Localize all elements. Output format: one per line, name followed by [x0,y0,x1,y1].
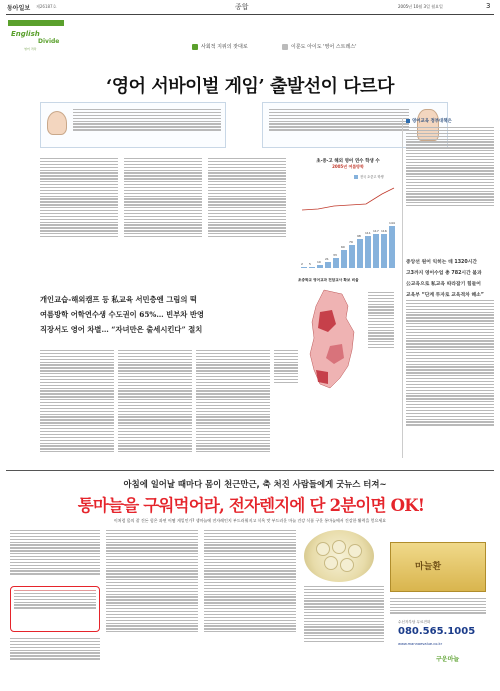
korea-map [302,288,364,398]
chart-bar [365,236,371,268]
chart-bar-label: 60 [341,245,345,249]
chart-bar [317,265,323,268]
lead-col-2 [124,158,202,237]
subheadline-3: 직장서도 영어 차별… “자녀만은 출세시킨다” 절치 [40,325,203,334]
ad-col-5 [390,598,486,614]
chart-line-area [300,184,396,214]
chart-bar [373,234,379,268]
logo-bar [8,20,64,26]
garlic-plate-image [304,530,374,582]
chart-bar-label: 98 [357,234,361,238]
ad-col-2 [106,530,198,632]
chart-bar-label: 144 [389,221,395,225]
logo-divide: Divide [38,38,60,45]
phone-number[interactable]: 080.565.1005 [398,626,476,637]
lead-col-3 [208,158,286,237]
chart-bar-label: 10 [317,260,321,264]
ad-brand: 구운마늘 [436,656,460,663]
pull-quote: 중앙선 원어 익히는 데 1320시간 고3까지 영어수업 총 782시간 불과 公교육으로 私교육 따라잡기 힘들어 교육부 “단계 투자로 교육격차 해소” [406,260,484,298]
chart-bar-label: 21 [325,257,329,261]
product-box-image [390,542,486,592]
chart-bar-label: 117 [373,229,379,233]
series-logo [8,20,64,54]
map-title: 초중학교 영어교과 전담교사 확보 비율 [298,278,359,282]
chart-legend: 전국 초중고 학생 [354,174,384,179]
next-badge-icon [282,44,288,50]
chart-bar-label: 2 [301,262,303,266]
chart-bar-label: 116 [381,229,387,233]
chart-bar [333,258,339,268]
chart-bar [381,234,387,268]
right-body [406,300,494,426]
chart-title: 초·중·고 해외 영어 연수 학생 수 2005년 여름방학 [316,159,380,169]
chart-bar [325,262,331,268]
policy-box-title: 영어교육 정부대책은 [406,118,494,124]
issue-number: 제26187호 [36,4,57,9]
chart-graphic [298,158,398,458]
chart-bar [309,267,315,268]
cartoon-left [40,102,226,148]
section-name: 종합 [235,3,249,11]
part-badge-icon [192,44,198,50]
policy-box-body [406,127,494,206]
paper-name: 동아일보 [7,5,31,12]
body-col-3 [196,350,270,452]
body-col-4 [274,350,298,383]
chart-bar-label: 5 [309,262,311,266]
ad-col-1b [10,638,100,660]
subheadline-1: 개인교습-해외캠프 등 私교육 서민층엔 그림의 떡 [40,295,197,304]
website-link[interactable]: www.mannaevalue.co.kr [398,642,443,646]
map-shape [302,288,364,398]
series-title-next: 이룬도 아이도 '영어 스트레스' [282,43,356,50]
map-data-list [368,292,394,348]
legend-swatch-icon [354,175,358,179]
logo-english: English [11,30,40,38]
series-title-part: 사회적 지위의 잣대로 [192,43,248,50]
chart-bar-label: 79 [349,240,353,244]
issue-date: 2005년 10월 3일 월요일 [398,4,443,9]
ad-subline: 이처럼 몸의 잘 건든 힘은 과연 어떻 게일인가? 생마늘에 전자레인지 부드러워지고 식욕 맛 부드러운 마늘 건강 식품 구운 통마늘에서 건강한 활력을 얻으세요 [113,518,387,523]
page-number: 3 [486,2,491,10]
body-col-2 [118,350,192,452]
box-bullet-icon [406,119,410,123]
subheadline-2: 여름방학 어학연수생 수도권이 65%… 빈부차 반영 [40,310,204,319]
chart-bar-label: 33 [333,253,337,257]
lead-col-1 [40,158,118,237]
chart-bar [301,267,307,268]
main-headline: ‘영어 서바이벌 게임’ 출발선이 다르다 [106,76,394,97]
body-col-1 [40,350,114,452]
ad-col-4 [304,586,384,642]
ad-col-1 [10,530,100,575]
phone-label: 수신자부담 무료전화 [398,620,431,624]
chart-bar-label: 111 [365,231,371,235]
chart-bar [349,245,355,268]
chart-bar [389,226,395,268]
ad-kicker: 아침에 일어날 때마다 몸이 천근만근, 축 처진 사람들에게 굿뉴스 터져~ [123,479,387,489]
chart-bar [357,239,363,268]
chart-bar [341,250,347,268]
trend-line [300,184,396,214]
ad-callout-box [10,586,100,632]
logo-sub: 영어 격차 [24,47,37,51]
cartoon-figure-icon [47,111,67,135]
subheadline-block [40,295,298,335]
product-box-label: 마늘환 [415,562,442,572]
policy-box [406,118,494,206]
bar-area [300,218,396,268]
advertisement [6,474,494,686]
ad-col-3 [204,530,296,632]
masthead [0,0,500,14]
ad-headline: 통마늘을 구워먹어라, 전자렌지에 단 2분이면 OK! [77,496,425,515]
